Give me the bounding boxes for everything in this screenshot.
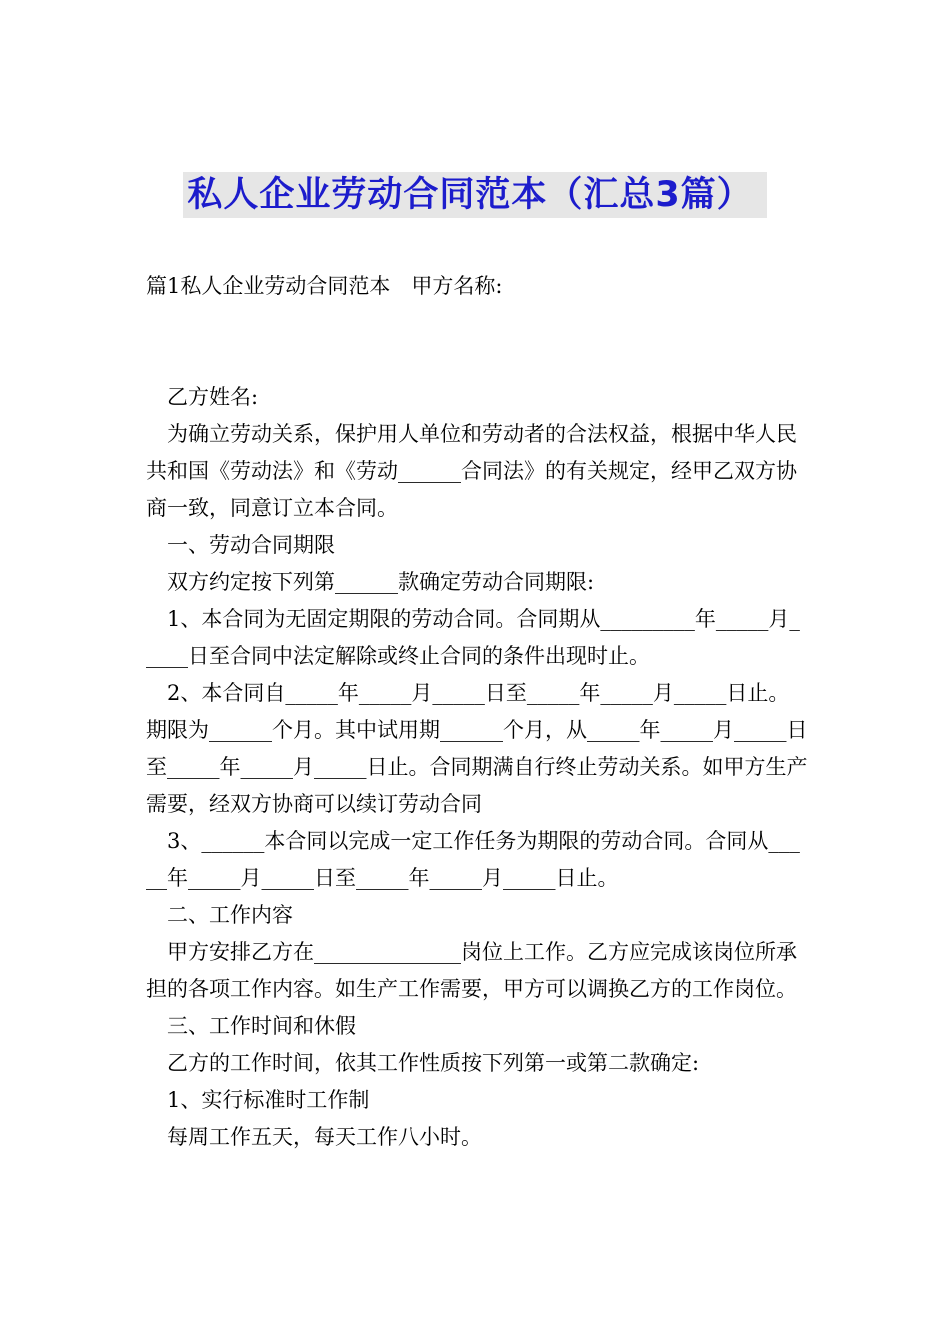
paragraph-term-2: 2、本合同自_____年_____月_____日至_____年_____月_____日止。期限为______个月。其中试用期______个月，从_____年_____月_____日至_____年_____月_____日止。合同期满自行终止劳动关系。如甲方生产需要，经双方协商可以续订劳动合同 bbox=[146, 681, 808, 816]
title-wrap bbox=[0, 172, 950, 218]
paragraph-term-3: 3、______本合同以完成一定工作任务为期限的劳动合同。合同从_____年_____月_____日至_____年_____月_____日止。 bbox=[146, 829, 800, 890]
document-body bbox=[146, 268, 810, 1156]
paragraph-term-clause: 双方约定按下列第______款确定劳动合同期限: bbox=[167, 570, 595, 594]
paragraph-work-content: 甲方安排乙方在______________岗位上工作。乙方应完成该岗位所承担的各项工作内容。如生产工作需要，甲方可以调换乙方的工作岗位。 bbox=[146, 940, 797, 1001]
heading-contract-term: 一、劳动合同期限 bbox=[167, 533, 335, 557]
document-title: 私人企业劳动合同范本（汇总3篇） bbox=[183, 172, 766, 218]
section-header-line: 篇1私人企业劳动合同范本 甲方名称: bbox=[146, 274, 503, 298]
paragraph-standard-hours: 1、实行标准时工作制 bbox=[167, 1088, 370, 1112]
paragraph-weekly-schedule: 每周工作五天，每天工作八小时。 bbox=[167, 1125, 482, 1149]
paragraph-party-b: 乙方姓名: bbox=[167, 385, 259, 409]
paragraph-preamble: 为确立劳动关系，保护用人单位和劳动者的合法权益，根据中华人民共和国《劳动法》和《劳动______合同法》的有关规定，经甲乙双方协商一致，同意订立本合同。 bbox=[146, 422, 797, 520]
heading-work-content: 二、工作内容 bbox=[167, 903, 293, 927]
paragraph-work-hours: 乙方的工作时间，依其工作性质按下列第一或第二款确定: bbox=[167, 1051, 700, 1075]
spacer bbox=[146, 305, 810, 379]
heading-work-hours: 三、工作时间和休假 bbox=[167, 1014, 356, 1038]
paragraph-term-1: 1、本合同为无固定期限的劳动合同。合同期从_________年_____月_____日至合同中法定解除或终止合同的条件出现时止。 bbox=[146, 607, 800, 668]
